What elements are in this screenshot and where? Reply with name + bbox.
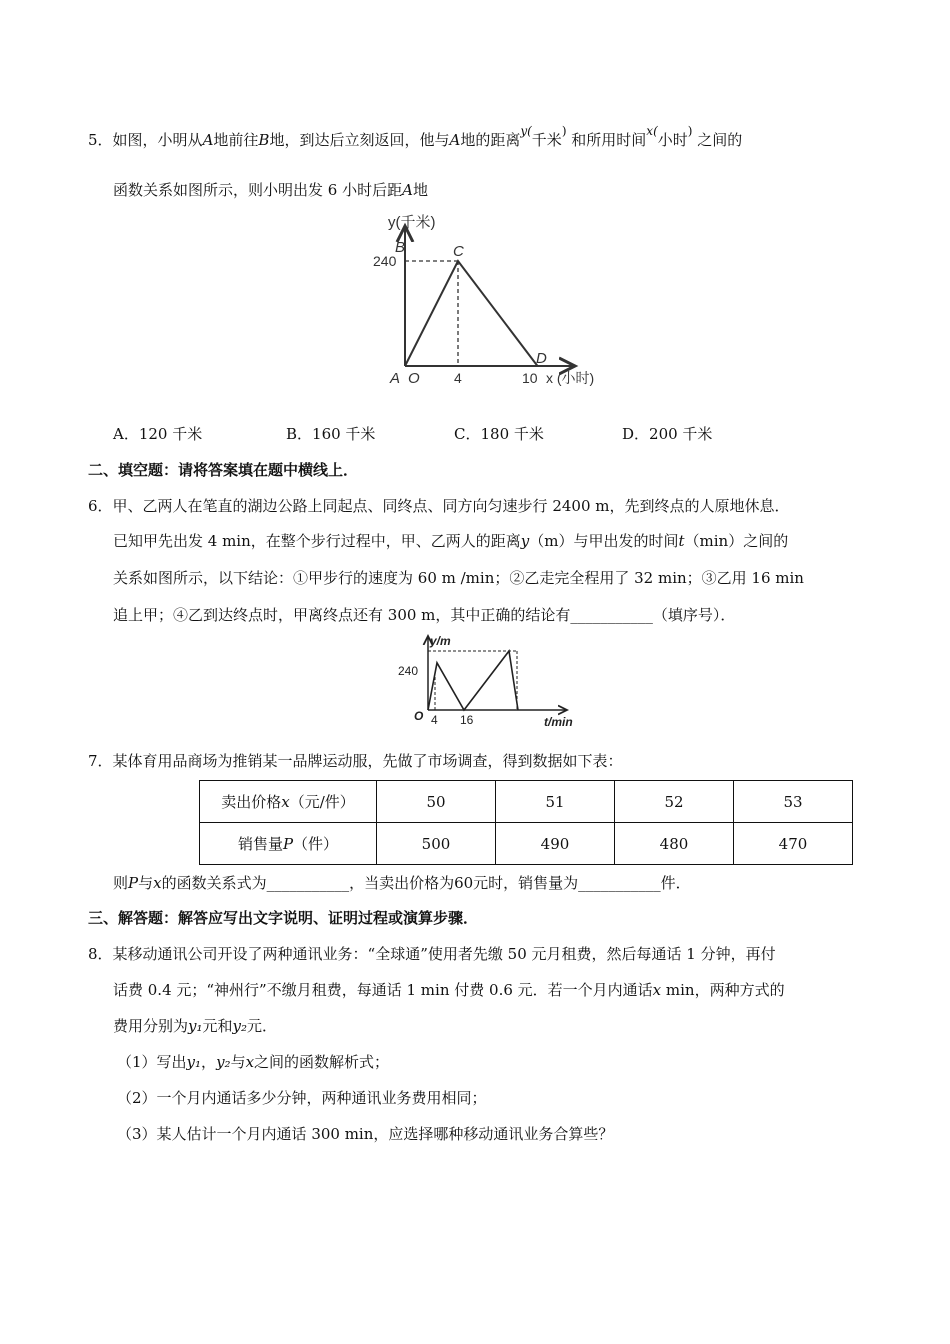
q5-paren: ) <box>561 124 567 138</box>
q7-number: 7． <box>88 752 113 770</box>
q6-origin: O <box>414 709 424 723</box>
q6-line1 <box>88 496 790 516</box>
q8-sub1 <box>117 1052 389 1072</box>
q8-var-x: x <box>652 981 662 999</box>
q7-text: 与 <box>138 874 154 892</box>
q6-var-t: t <box>678 532 685 550</box>
q6-text: （min）之间的 <box>684 532 789 550</box>
q5-text: 地前往 <box>213 131 259 149</box>
q8-var-x: x <box>245 1053 255 1071</box>
q7-cell: 50 <box>377 781 496 823</box>
q7-var-x: x <box>281 793 290 811</box>
q8-line1 <box>88 944 776 964</box>
q8-sub2: （2）一个月内通话多少分钟，两种通讯业务费用相同； <box>117 1089 487 1107</box>
q7-cell: 480 <box>615 823 734 865</box>
q8-text: 之间的函数解析式； <box>254 1053 390 1071</box>
q6-ytick-240: 240 <box>398 664 419 678</box>
q6-xtick-16: 16 <box>460 713 474 727</box>
section2-title: 二、填空题：请将答案填在题中横线上． <box>88 461 359 479</box>
q8-text: 元和 <box>202 1017 233 1035</box>
q6-chart <box>392 632 582 732</box>
table-row <box>200 781 853 823</box>
q6-text: 甲、乙两人在笔直的湖边公路上同起点、同终点、同方向匀速步行 2400 m，先到终点的人原地休息． <box>112 497 790 515</box>
q7-var-p: P <box>128 874 139 892</box>
q7-row1-header <box>200 781 377 823</box>
q5-ylabel: y(千米) <box>388 214 436 231</box>
q5-text: 地 <box>412 181 428 199</box>
q7-cell-text: （件） <box>293 835 339 853</box>
q5-option-c[interactable]: C．180 千米 <box>454 425 544 443</box>
q5-x-unit: x( <box>646 124 658 138</box>
q7-cell: 470 <box>734 823 853 865</box>
q6-text: 已知甲先出发 4 min，在整个步行过程中，甲、乙两人的距离 <box>113 532 521 550</box>
q8-var-y1: y₁ <box>188 1017 203 1035</box>
q7-cell: 52 <box>615 781 734 823</box>
q7-var-x: x <box>153 874 162 892</box>
q5-label-c: C <box>453 243 464 260</box>
q5-ytick-240: 240 <box>373 253 397 269</box>
q7-cell: 51 <box>496 781 615 823</box>
q8-text: min，两种方式的 <box>661 981 785 999</box>
q6-ylabel: y/m <box>430 634 451 648</box>
q8-line2 <box>113 980 785 1000</box>
q6-line2 <box>113 531 788 551</box>
q7-row2-header <box>200 823 377 865</box>
q6-xlabel: t/min <box>544 715 573 729</box>
q5-var-a: A <box>202 131 214 149</box>
q5-label-o: O <box>408 370 420 387</box>
q5-paren: ) <box>687 124 693 138</box>
q6-number: 6． <box>88 497 113 515</box>
q5-text: 小时后距 <box>342 181 403 199</box>
q5-text: 地的距离 <box>460 131 521 149</box>
q5-number: 5． <box>88 131 113 149</box>
q5-var-a: A <box>449 131 461 149</box>
q7-intro <box>88 751 623 771</box>
q7-var-p: P <box>282 835 294 853</box>
q5-label-d: D <box>536 350 547 367</box>
q8-var-y2: y₂ <box>232 1017 248 1035</box>
q5-text: 小时 <box>657 131 688 149</box>
q7-text: 的函数关系式为___________，当卖出价格为60元时，销售量为___________件． <box>161 874 691 892</box>
q5-line2 <box>113 180 428 200</box>
q5-xtick-10: 10 <box>522 370 538 386</box>
q6-series-line <box>428 651 518 710</box>
q5-text: 如图，小明从 <box>112 131 203 149</box>
q6-xtick-4: 4 <box>431 713 438 727</box>
q5-xtick-4: 4 <box>454 370 462 386</box>
q6-line4: 追上甲；④乙到达终点时，甲离终点还有 300 m，其中正确的结论有___________（填序号）． <box>113 606 736 624</box>
q5-text: 函数关系如图所示，则小明出发 <box>113 181 324 199</box>
q7-cell: 490 <box>496 823 615 865</box>
q7-cell: 53 <box>734 781 853 823</box>
q5-hours: 6 <box>327 181 338 199</box>
q8-var-y2: y₂ <box>216 1053 231 1071</box>
q8-text: 某移动通讯公司开设了两种通讯业务：“全球通”使用者先缴 50 元月租费，然后每通话 1 分钟，再付 <box>112 945 776 963</box>
q5-var-a: A <box>402 181 413 199</box>
q5-text: 和所用时间 <box>571 131 647 149</box>
q5-option-d[interactable]: D．200 千米 <box>622 425 713 443</box>
q5-var-b: B <box>258 131 270 149</box>
q7-cell: 500 <box>377 823 496 865</box>
q8-sub3: （3）某人估计一个月内通话 300 min，应选择哪种移动通讯业务合算些？ <box>117 1125 614 1143</box>
q8-text: 元． <box>247 1017 278 1035</box>
q5-option-b[interactable]: B．160 千米 <box>286 425 376 443</box>
q6-line3: 关系如图所示，以下结论：①甲步行的速度为 60 m /min；②乙走完全程用了 32 min；③乙用 16 min <box>113 569 804 587</box>
q6-text: （m）与甲出发的时间 <box>529 532 679 550</box>
q8-text: 费用分别为 <box>113 1017 189 1035</box>
q8-line3 <box>113 1016 277 1036</box>
q5-y-unit: y( <box>520 124 532 138</box>
q7-text: 某体育用品商场为推销某一品牌运动服，先做了市场调查，得到数据如下表： <box>112 752 623 770</box>
q5-chart <box>360 210 610 395</box>
q7-after <box>113 873 691 893</box>
q8-text: ， <box>201 1053 217 1071</box>
q8-text: （1）写出 <box>117 1053 187 1071</box>
table-row <box>200 823 853 865</box>
section3-title: 三、解答题：解答应写出文字说明、证明过程或演算步骤． <box>88 909 479 927</box>
q7-text: 则 <box>113 874 129 892</box>
q5-label-a: A <box>390 370 401 387</box>
q8-number: 8． <box>88 945 113 963</box>
q5-line1 <box>88 124 743 151</box>
q7-cell-text: （元/件） <box>289 793 355 811</box>
q5-text: 之间的 <box>697 131 743 149</box>
q7-cell-text: 卖出价格 <box>221 793 282 811</box>
q7-table <box>199 780 853 865</box>
q8-text: 与 <box>230 1053 246 1071</box>
q8-var-y1: y₁ <box>186 1053 202 1071</box>
q5-option-a[interactable]: A．120 千米 <box>113 425 203 443</box>
q5-label-b: B <box>395 239 406 256</box>
q5-series-line <box>405 261 538 366</box>
q5-text: 千米 <box>531 131 562 149</box>
q7-cell-text: 销售量 <box>237 835 283 853</box>
q5-text: 地，到达后立刻返回，他与 <box>269 131 450 149</box>
q6-var-y: y <box>520 532 530 550</box>
q8-text: 话费 0.4 元；“神州行”不缴月租费，每通话 1 min 付费 0.6 元．若一个月内通话 <box>113 981 653 999</box>
q5-xlabel: x (小时) <box>546 370 595 386</box>
